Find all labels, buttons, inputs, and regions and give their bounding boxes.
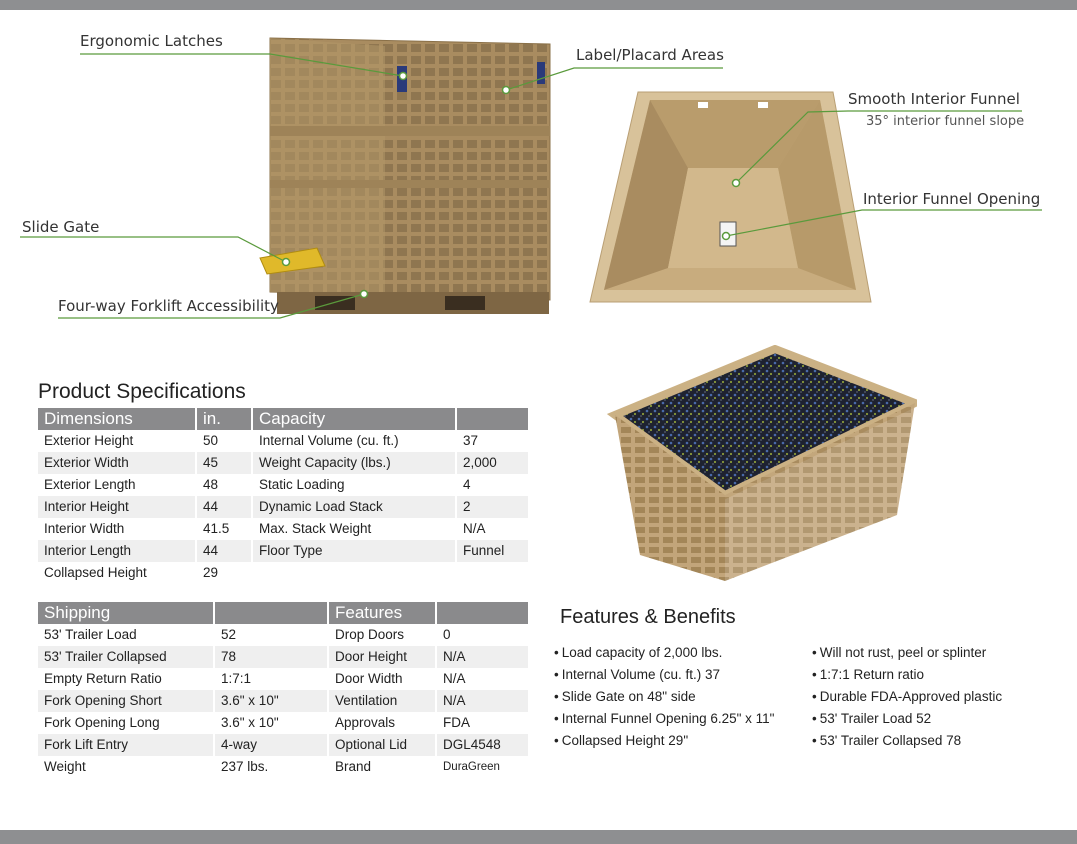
specifications-table [38,408,528,584]
callout-smooth-interior-funnel: Smooth Interior Funnel [848,90,1020,108]
shipping-label: Empty Return Ratio [44,671,162,686]
shipping-features-table [38,602,528,778]
dimension-label: Interior Width [44,521,125,536]
feature-label: Door Height [328,646,436,668]
shipping-value: 4-way [214,734,328,756]
features-benefits-title: Features & Benefits [560,606,736,628]
feature-label: Brand [328,756,436,778]
feature-value: N/A [436,690,528,712]
dimension-value: 41.5 [196,518,252,540]
features-value-header [436,602,528,624]
dimension-label: Collapsed Height [44,565,147,580]
list-item: • Slide Gate on 48" side [554,686,774,708]
top-border-bar [0,0,1077,10]
capacity-value: 2 [456,496,528,518]
dimension-value: 44 [196,496,252,518]
callout-funnel-slope: 35° interior funnel slope [866,114,1025,129]
bottom-border-bar [0,830,1077,844]
shipping-label: 53' Trailer Collapsed [38,646,214,668]
shipping-label: Fork Opening Short [38,690,214,712]
capacity-label: Floor Type [252,540,456,562]
capacity-value: 4 [456,474,528,496]
feature-value: DGL4548 [436,734,528,756]
callout-label-placard-areas: Label/Placard Areas [576,46,724,64]
feature-value: FDA [436,712,528,734]
list-item: • Durable FDA-Approved plastic [812,686,1002,708]
capacity-header: Capacity [252,408,456,430]
dimension-label: Exterior Width [38,452,196,474]
features-header: Features [328,602,436,624]
capacity-label: Static Loading [252,474,456,496]
feature-value: N/A [436,646,528,668]
capacity-label: Dynamic Load Stack [252,496,456,518]
feature-label: Drop Doors [328,624,436,646]
table-row [38,624,528,646]
table-row [38,646,528,668]
capacity-value: Funnel [456,540,528,562]
crate-exterior-image [255,30,555,320]
feature-value: DuraGreen [436,756,528,778]
shipping-header: Shipping [38,602,214,624]
capacity-value: 2,000 [456,452,528,474]
table-row [38,496,528,518]
crate-interior-funnel-image [588,88,873,308]
shipping-value: 3.6" x 10" [214,690,328,712]
shipping-value: 1:7:1 [214,668,328,690]
capacity-label [252,562,456,584]
capacity-label: Max. Stack Weight [252,518,456,540]
capacity-value: N/A [456,518,528,540]
dimension-label: Exterior Length [44,477,136,492]
table-row [38,690,528,712]
list-item: • Internal Volume (cu. ft.) 37 [554,664,774,686]
table-row [38,518,528,540]
list-item: • Load capacity of 2,000 lbs. [554,642,774,664]
dimension-label: Interior Length [38,540,196,562]
capacity-value: 37 [456,430,528,452]
dimension-value: 48 [196,474,252,496]
feature-value: N/A [436,668,528,690]
dimensions-header: Dimensions [38,408,196,430]
list-item: • 53' Trailer Load 52 [812,708,1002,730]
table-row [38,756,528,778]
feature-label: Approvals [328,712,436,734]
benefits-list-left [554,642,774,752]
shipping-header-row [38,602,528,624]
capacity-value-header [456,408,528,430]
shipping-label: Weight [44,759,86,774]
feature-label: Ventilation [328,690,436,712]
list-item: • Will not rust, peel or splinter [812,642,1002,664]
shipping-label: Fork Lift Entry [38,734,214,756]
unit-header: in. [196,408,252,430]
list-item: • 53' Trailer Collapsed 78 [812,730,1002,752]
table-row [38,540,528,562]
dimension-value: 44 [196,540,252,562]
feature-label: Optional Lid [328,734,436,756]
feature-value: 0 [436,624,528,646]
feature-label: Door Width [328,668,436,690]
table-row [38,430,528,452]
shipping-value: 3.6" x 10" [214,712,328,734]
shipping-value: 52 [214,624,328,646]
list-item: • Internal Funnel Opening 6.25" x 11" [554,708,774,730]
specifications-header-row [38,408,528,430]
dimension-value: 50 [196,430,252,452]
table-row [38,734,528,756]
callout-forklift-accessibility: Four-way Forklift Accessibility [58,297,279,315]
callout-interior-funnel-opening: Interior Funnel Opening [863,190,1041,208]
crate-filled-pellets-image [605,345,917,585]
callout-ergonomic-latches: Ergonomic Latches [80,32,223,50]
callout-slide-gate: Slide Gate [22,218,100,236]
table-row [38,474,528,496]
table-row [38,712,528,734]
table-row [38,562,528,584]
list-item: • Collapsed Height 29" [554,730,774,752]
list-item: • 1:7:1 Return ratio [812,664,1002,686]
table-row [38,668,528,690]
shipping-label: 53' Trailer Load [44,627,137,642]
shipping-value: 78 [214,646,328,668]
shipping-label: Fork Opening Long [44,715,160,730]
capacity-label: Weight Capacity (lbs.) [252,452,456,474]
product-specifications-title: Product Specifications [38,380,246,403]
dimension-label: Exterior Height [44,433,134,448]
capacity-value [456,562,528,584]
dimension-value: 29 [196,562,252,584]
table-row [38,452,528,474]
capacity-label: Internal Volume (cu. ft.) [252,430,456,452]
shipping-value-header [214,602,328,624]
dimension-label: Interior Height [38,496,196,518]
dimension-value: 45 [196,452,252,474]
benefits-list-right [812,642,1002,752]
shipping-value: 237 lbs. [214,756,328,778]
